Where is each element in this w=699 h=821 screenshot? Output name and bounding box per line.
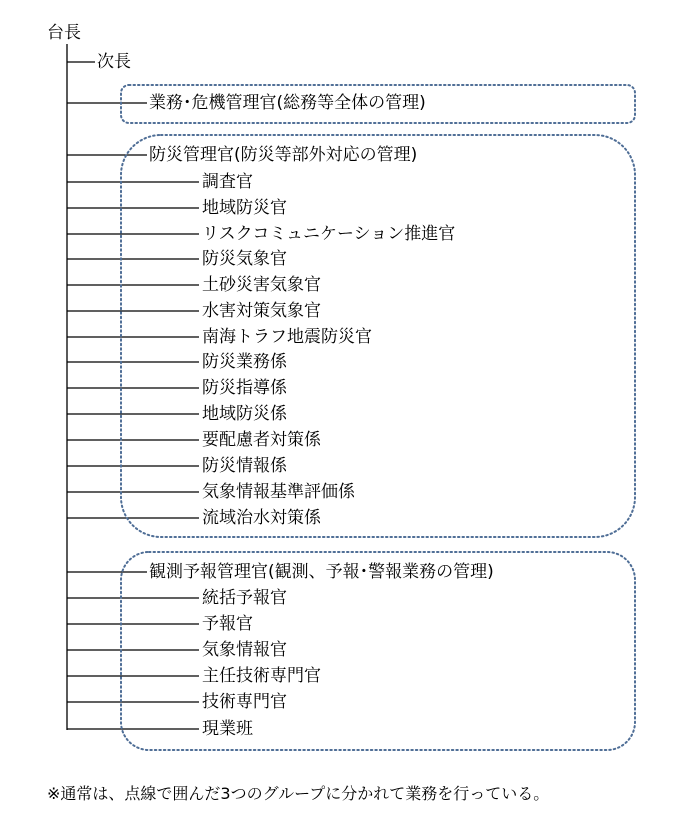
group-3-head: 観測予報管理官(観測、予報･警報業務の管理) [149, 562, 494, 582]
deputy-label: 次長 [97, 52, 131, 72]
group-2-head: 防災管理官(防災等部外対応の管理) [149, 145, 418, 165]
member-label: リスクコミュニケーション推進官 [202, 224, 456, 244]
group-2-branches [67, 182, 199, 518]
member-label: 南海トラフ地震防災官 [202, 327, 372, 347]
member-label: 土砂災害気象官 [202, 275, 321, 295]
footnote: ※通常は、点線で囲んだ3つのグループに分かれて業務を行っている。 [47, 784, 550, 803]
member-label: 気象情報官 [202, 640, 287, 660]
member-label: 防災業務係 [202, 352, 287, 372]
chief-label: 台長 [47, 23, 81, 43]
member-label: 調査官 [202, 172, 253, 192]
member-label: 予報官 [202, 614, 253, 634]
member-label: 流域治水対策係 [202, 508, 321, 528]
member-label: 地域防災係 [202, 404, 287, 424]
member-label: 要配慮者対策係 [202, 430, 321, 450]
member-label: 防災気象官 [202, 249, 287, 269]
member-label: 主任技術専門官 [202, 666, 321, 686]
member-label: 技術専門官 [202, 692, 287, 712]
member-label: 統括予報官 [202, 588, 287, 608]
member-label: 防災情報係 [202, 456, 287, 476]
member-label: 地域防災官 [202, 198, 287, 218]
member-label: 気象情報基準評価係 [202, 482, 355, 502]
group-3-branches [67, 598, 199, 729]
member-label: 水害対策気象官 [202, 301, 321, 321]
member-label: 防災指導係 [202, 378, 287, 398]
group-box-2 [121, 135, 635, 537]
member-label: 現業班 [202, 719, 253, 739]
group-1-head: 業務･危機管理官(総務等全体の管理) [149, 93, 426, 113]
